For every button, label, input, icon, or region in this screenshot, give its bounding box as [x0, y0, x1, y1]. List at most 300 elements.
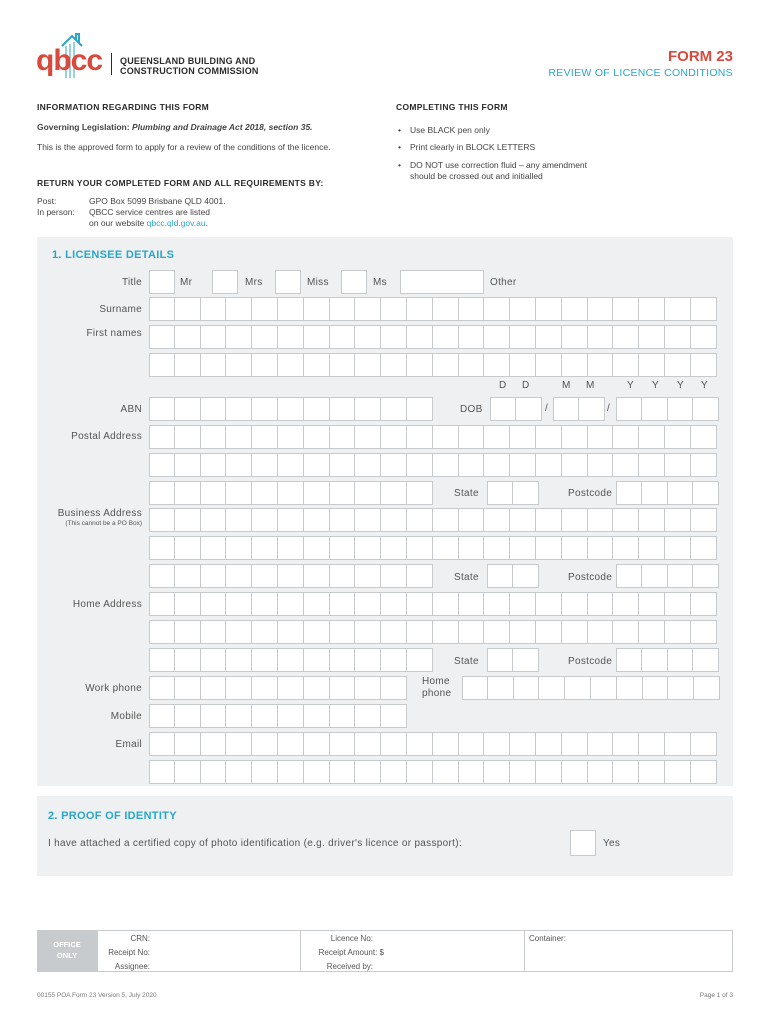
- character-cell[interactable]: [278, 620, 304, 644]
- postal-postcode-field[interactable]: [616, 481, 719, 505]
- character-cell[interactable]: [381, 325, 407, 349]
- character-cell[interactable]: [304, 508, 330, 532]
- character-cell[interactable]: [149, 397, 175, 421]
- character-cell[interactable]: [407, 536, 433, 560]
- character-cell[interactable]: [175, 592, 201, 616]
- character-cell[interactable]: [639, 620, 665, 644]
- character-cell[interactable]: [407, 648, 433, 672]
- character-cell[interactable]: [510, 325, 536, 349]
- character-cell[interactable]: [330, 481, 356, 505]
- character-cell[interactable]: [381, 425, 407, 449]
- character-cell[interactable]: [433, 453, 459, 477]
- character-cell[interactable]: [639, 536, 665, 560]
- character-cell[interactable]: [616, 397, 642, 421]
- character-cell[interactable]: [536, 508, 562, 532]
- character-cell[interactable]: [665, 760, 691, 784]
- character-cell[interactable]: [278, 760, 304, 784]
- character-cell[interactable]: [665, 453, 691, 477]
- character-cell[interactable]: [149, 508, 175, 532]
- postal-state-field[interactable]: [487, 481, 539, 505]
- character-cell[interactable]: [304, 325, 330, 349]
- character-cell[interactable]: [588, 592, 614, 616]
- character-cell[interactable]: [484, 325, 510, 349]
- character-cell[interactable]: [355, 564, 381, 588]
- first-names-field[interactable]: [149, 325, 717, 349]
- character-cell[interactable]: [459, 760, 485, 784]
- character-cell[interactable]: [330, 648, 356, 672]
- character-cell[interactable]: [407, 397, 433, 421]
- character-cell[interactable]: [510, 353, 536, 377]
- character-cell[interactable]: [433, 508, 459, 532]
- character-cell[interactable]: [252, 564, 278, 588]
- character-cell[interactable]: [639, 297, 665, 321]
- website-link[interactable]: qbcc.qld.gov.au: [146, 218, 206, 228]
- character-cell[interactable]: [252, 325, 278, 349]
- character-cell[interactable]: [252, 508, 278, 532]
- character-cell[interactable]: [613, 508, 639, 532]
- character-cell[interactable]: [201, 704, 227, 728]
- character-cell[interactable]: [588, 508, 614, 532]
- character-cell[interactable]: [407, 481, 433, 505]
- character-cell[interactable]: [175, 620, 201, 644]
- character-cell[interactable]: [484, 732, 510, 756]
- character-cell[interactable]: [226, 676, 252, 700]
- title-other-field[interactable]: [400, 270, 484, 294]
- business-address-field[interactable]: [149, 508, 717, 532]
- character-cell[interactable]: [665, 536, 691, 560]
- home-postcode-field[interactable]: [616, 648, 719, 672]
- character-cell[interactable]: [226, 481, 252, 505]
- character-cell[interactable]: [536, 325, 562, 349]
- character-cell[interactable]: [691, 425, 717, 449]
- character-cell[interactable]: [562, 353, 588, 377]
- character-cell[interactable]: [278, 508, 304, 532]
- character-cell[interactable]: [616, 481, 642, 505]
- email-field[interactable]: [149, 732, 717, 756]
- character-cell[interactable]: [588, 297, 614, 321]
- character-cell[interactable]: [510, 453, 536, 477]
- character-cell[interactable]: [355, 732, 381, 756]
- postal-address-field-line2[interactable]: [149, 453, 717, 477]
- character-cell[interactable]: [304, 397, 330, 421]
- character-cell[interactable]: [642, 481, 668, 505]
- character-cell[interactable]: [149, 353, 175, 377]
- character-cell[interactable]: [252, 353, 278, 377]
- character-cell[interactable]: [175, 325, 201, 349]
- character-cell[interactable]: [691, 592, 717, 616]
- character-cell[interactable]: [665, 353, 691, 377]
- character-cell[interactable]: [175, 297, 201, 321]
- character-cell[interactable]: [175, 648, 201, 672]
- character-cell[interactable]: [459, 508, 485, 532]
- character-cell[interactable]: [304, 564, 330, 588]
- character-cell[interactable]: [381, 536, 407, 560]
- character-cell[interactable]: [588, 760, 614, 784]
- character-cell[interactable]: [484, 453, 510, 477]
- character-cell[interactable]: [616, 648, 642, 672]
- character-cell[interactable]: [381, 481, 407, 505]
- character-cell[interactable]: [487, 648, 513, 672]
- character-cell[interactable]: [149, 760, 175, 784]
- character-cell[interactable]: [304, 353, 330, 377]
- character-cell[interactable]: [226, 536, 252, 560]
- character-cell[interactable]: [488, 676, 514, 700]
- character-cell[interactable]: [278, 592, 304, 616]
- postal-address-field[interactable]: [149, 425, 717, 449]
- character-cell[interactable]: [355, 676, 381, 700]
- character-cell[interactable]: [226, 508, 252, 532]
- character-cell[interactable]: [355, 620, 381, 644]
- character-cell[interactable]: [226, 425, 252, 449]
- character-cell[interactable]: [381, 648, 407, 672]
- identity-yes-checkbox[interactable]: [570, 830, 596, 856]
- character-cell[interactable]: [355, 481, 381, 505]
- character-cell[interactable]: [484, 620, 510, 644]
- character-cell[interactable]: [642, 648, 668, 672]
- postal-address-field-line3[interactable]: [149, 481, 433, 505]
- character-cell[interactable]: [175, 704, 201, 728]
- character-cell[interactable]: [536, 425, 562, 449]
- character-cell[interactable]: [381, 732, 407, 756]
- home-address-field[interactable]: [149, 592, 717, 616]
- character-cell[interactable]: [693, 397, 719, 421]
- character-cell[interactable]: [175, 732, 201, 756]
- character-cell[interactable]: [278, 481, 304, 505]
- character-cell[interactable]: [201, 481, 227, 505]
- character-cell[interactable]: [639, 425, 665, 449]
- character-cell[interactable]: [691, 732, 717, 756]
- character-cell[interactable]: [252, 397, 278, 421]
- character-cell[interactable]: [588, 453, 614, 477]
- character-cell[interactable]: [304, 620, 330, 644]
- character-cell[interactable]: [459, 325, 485, 349]
- character-cell[interactable]: [407, 425, 433, 449]
- character-cell[interactable]: [639, 325, 665, 349]
- character-cell[interactable]: [513, 564, 539, 588]
- character-cell[interactable]: [613, 760, 639, 784]
- character-cell[interactable]: [252, 297, 278, 321]
- character-cell[interactable]: [562, 325, 588, 349]
- character-cell[interactable]: [330, 325, 356, 349]
- character-cell[interactable]: [381, 353, 407, 377]
- home-address-field-line3[interactable]: [149, 648, 433, 672]
- character-cell[interactable]: [252, 620, 278, 644]
- character-cell[interactable]: [201, 648, 227, 672]
- surname-field[interactable]: [149, 297, 717, 321]
- character-cell[interactable]: [201, 425, 227, 449]
- character-cell[interactable]: [588, 536, 614, 560]
- character-cell[interactable]: [642, 397, 668, 421]
- character-cell[interactable]: [175, 481, 201, 505]
- character-cell[interactable]: [433, 325, 459, 349]
- character-cell[interactable]: [691, 760, 717, 784]
- character-cell[interactable]: [278, 453, 304, 477]
- character-cell[interactable]: [579, 397, 605, 421]
- character-cell[interactable]: [536, 536, 562, 560]
- character-cell[interactable]: [149, 425, 175, 449]
- character-cell[interactable]: [588, 325, 614, 349]
- character-cell[interactable]: [536, 732, 562, 756]
- character-cell[interactable]: [562, 508, 588, 532]
- character-cell[interactable]: [252, 536, 278, 560]
- character-cell[interactable]: [381, 704, 407, 728]
- first-names-field-line2[interactable]: [149, 353, 717, 377]
- dob-day-field[interactable]: [490, 397, 542, 421]
- character-cell[interactable]: [643, 676, 669, 700]
- character-cell[interactable]: [201, 620, 227, 644]
- character-cell[interactable]: [304, 453, 330, 477]
- character-cell[interactable]: [226, 564, 252, 588]
- character-cell[interactable]: [304, 592, 330, 616]
- character-cell[interactable]: [355, 536, 381, 560]
- character-cell[interactable]: [588, 353, 614, 377]
- character-cell[interactable]: [516, 397, 542, 421]
- character-cell[interactable]: [252, 704, 278, 728]
- character-cell[interactable]: [330, 508, 356, 532]
- character-cell[interactable]: [226, 297, 252, 321]
- character-cell[interactable]: [149, 481, 175, 505]
- character-cell[interactable]: [668, 481, 694, 505]
- character-cell[interactable]: [536, 453, 562, 477]
- character-cell[interactable]: [487, 481, 513, 505]
- character-cell[interactable]: [665, 732, 691, 756]
- character-cell[interactable]: [639, 732, 665, 756]
- dob-month-field[interactable]: [553, 397, 605, 421]
- character-cell[interactable]: [617, 676, 643, 700]
- character-cell[interactable]: [691, 297, 717, 321]
- character-cell[interactable]: [355, 592, 381, 616]
- character-cell[interactable]: [149, 592, 175, 616]
- character-cell[interactable]: [459, 353, 485, 377]
- home-address-field-line2[interactable]: [149, 620, 717, 644]
- character-cell[interactable]: [201, 536, 227, 560]
- character-cell[interactable]: [381, 397, 407, 421]
- character-cell[interactable]: [642, 564, 668, 588]
- character-cell[interactable]: [613, 297, 639, 321]
- character-cell[interactable]: [691, 536, 717, 560]
- character-cell[interactable]: [565, 676, 591, 700]
- character-cell[interactable]: [226, 732, 252, 756]
- character-cell[interactable]: [562, 453, 588, 477]
- character-cell[interactable]: [226, 760, 252, 784]
- character-cell[interactable]: [201, 297, 227, 321]
- character-cell[interactable]: [616, 564, 642, 588]
- character-cell[interactable]: [175, 397, 201, 421]
- character-cell[interactable]: [510, 592, 536, 616]
- character-cell[interactable]: [407, 325, 433, 349]
- character-cell[interactable]: [691, 353, 717, 377]
- character-cell[interactable]: [355, 508, 381, 532]
- character-cell[interactable]: [693, 648, 719, 672]
- character-cell[interactable]: [539, 676, 565, 700]
- character-cell[interactable]: [433, 620, 459, 644]
- character-cell[interactable]: [330, 564, 356, 588]
- character-cell[interactable]: [553, 397, 579, 421]
- character-cell[interactable]: [355, 453, 381, 477]
- character-cell[interactable]: [304, 732, 330, 756]
- character-cell[interactable]: [510, 508, 536, 532]
- character-cell[interactable]: [510, 620, 536, 644]
- character-cell[interactable]: [149, 732, 175, 756]
- business-address-field-line2[interactable]: [149, 536, 717, 560]
- character-cell[interactable]: [278, 325, 304, 349]
- character-cell[interactable]: [407, 620, 433, 644]
- character-cell[interactable]: [694, 676, 720, 700]
- character-cell[interactable]: [691, 508, 717, 532]
- character-cell[interactable]: [510, 425, 536, 449]
- character-cell[interactable]: [226, 325, 252, 349]
- character-cell[interactable]: [459, 297, 485, 321]
- character-cell[interactable]: [355, 760, 381, 784]
- character-cell[interactable]: [330, 536, 356, 560]
- character-cell[interactable]: [513, 648, 539, 672]
- character-cell[interactable]: [562, 592, 588, 616]
- character-cell[interactable]: [459, 732, 485, 756]
- character-cell[interactable]: [484, 760, 510, 784]
- character-cell[interactable]: [513, 481, 539, 505]
- character-cell[interactable]: [304, 760, 330, 784]
- character-cell[interactable]: [175, 760, 201, 784]
- character-cell[interactable]: [278, 397, 304, 421]
- character-cell[interactable]: [613, 425, 639, 449]
- character-cell[interactable]: [381, 297, 407, 321]
- character-cell[interactable]: [226, 592, 252, 616]
- character-cell[interactable]: [613, 620, 639, 644]
- character-cell[interactable]: [278, 425, 304, 449]
- character-cell[interactable]: [175, 353, 201, 377]
- character-cell[interactable]: [381, 508, 407, 532]
- character-cell[interactable]: [487, 564, 513, 588]
- character-cell[interactable]: [588, 620, 614, 644]
- character-cell[interactable]: [536, 760, 562, 784]
- character-cell[interactable]: [149, 704, 175, 728]
- character-cell[interactable]: [355, 353, 381, 377]
- character-cell[interactable]: [355, 397, 381, 421]
- character-cell[interactable]: [407, 732, 433, 756]
- character-cell[interactable]: [330, 760, 356, 784]
- character-cell[interactable]: [304, 676, 330, 700]
- character-cell[interactable]: [639, 760, 665, 784]
- character-cell[interactable]: [304, 536, 330, 560]
- character-cell[interactable]: [459, 425, 485, 449]
- character-cell[interactable]: [330, 732, 356, 756]
- character-cell[interactable]: [278, 648, 304, 672]
- character-cell[interactable]: [330, 592, 356, 616]
- character-cell[interactable]: [536, 620, 562, 644]
- title-mrs-checkbox[interactable]: [212, 270, 238, 294]
- character-cell[interactable]: [355, 297, 381, 321]
- character-cell[interactable]: [407, 564, 433, 588]
- character-cell[interactable]: [201, 760, 227, 784]
- character-cell[interactable]: [278, 353, 304, 377]
- character-cell[interactable]: [433, 425, 459, 449]
- character-cell[interactable]: [459, 620, 485, 644]
- character-cell[interactable]: [252, 481, 278, 505]
- character-cell[interactable]: [201, 325, 227, 349]
- character-cell[interactable]: [510, 732, 536, 756]
- character-cell[interactable]: [304, 704, 330, 728]
- character-cell[interactable]: [355, 648, 381, 672]
- character-cell[interactable]: [149, 564, 175, 588]
- character-cell[interactable]: [355, 325, 381, 349]
- character-cell[interactable]: [668, 397, 694, 421]
- character-cell[interactable]: [639, 508, 665, 532]
- character-cell[interactable]: [201, 732, 227, 756]
- character-cell[interactable]: [490, 397, 516, 421]
- character-cell[interactable]: [613, 732, 639, 756]
- title-mr-checkbox[interactable]: [149, 270, 175, 294]
- character-cell[interactable]: [381, 453, 407, 477]
- character-cell[interactable]: [381, 620, 407, 644]
- character-cell[interactable]: [201, 564, 227, 588]
- character-cell[interactable]: [665, 620, 691, 644]
- character-cell[interactable]: [149, 620, 175, 644]
- character-cell[interactable]: [330, 676, 356, 700]
- home-state-field[interactable]: [487, 648, 539, 672]
- character-cell[interactable]: [562, 425, 588, 449]
- character-cell[interactable]: [330, 397, 356, 421]
- character-cell[interactable]: [226, 704, 252, 728]
- character-cell[interactable]: [355, 704, 381, 728]
- character-cell[interactable]: [562, 297, 588, 321]
- character-cell[interactable]: [484, 592, 510, 616]
- character-cell[interactable]: [562, 620, 588, 644]
- character-cell[interactable]: [484, 508, 510, 532]
- work-phone-field[interactable]: [149, 676, 407, 700]
- character-cell[interactable]: [407, 297, 433, 321]
- character-cell[interactable]: [175, 425, 201, 449]
- character-cell[interactable]: [484, 297, 510, 321]
- character-cell[interactable]: [668, 564, 694, 588]
- character-cell[interactable]: [536, 353, 562, 377]
- character-cell[interactable]: [459, 592, 485, 616]
- business-address-field-line3[interactable]: [149, 564, 433, 588]
- character-cell[interactable]: [562, 536, 588, 560]
- character-cell[interactable]: [149, 325, 175, 349]
- character-cell[interactable]: [252, 425, 278, 449]
- character-cell[interactable]: [330, 297, 356, 321]
- email-field-line2[interactable]: [149, 760, 717, 784]
- character-cell[interactable]: [591, 676, 617, 700]
- character-cell[interactable]: [433, 732, 459, 756]
- character-cell[interactable]: [381, 760, 407, 784]
- character-cell[interactable]: [201, 453, 227, 477]
- character-cell[interactable]: [668, 648, 694, 672]
- character-cell[interactable]: [330, 353, 356, 377]
- character-cell[interactable]: [149, 297, 175, 321]
- character-cell[interactable]: [588, 425, 614, 449]
- character-cell[interactable]: [691, 620, 717, 644]
- character-cell[interactable]: [407, 453, 433, 477]
- character-cell[interactable]: [304, 648, 330, 672]
- character-cell[interactable]: [613, 592, 639, 616]
- character-cell[interactable]: [613, 353, 639, 377]
- character-cell[interactable]: [562, 732, 588, 756]
- character-cell[interactable]: [407, 760, 433, 784]
- character-cell[interactable]: [201, 676, 227, 700]
- character-cell[interactable]: [304, 425, 330, 449]
- title-miss-checkbox[interactable]: [275, 270, 301, 294]
- character-cell[interactable]: [278, 297, 304, 321]
- character-cell[interactable]: [330, 453, 356, 477]
- character-cell[interactable]: [381, 564, 407, 588]
- character-cell[interactable]: [252, 648, 278, 672]
- character-cell[interactable]: [514, 676, 540, 700]
- character-cell[interactable]: [330, 620, 356, 644]
- character-cell[interactable]: [639, 353, 665, 377]
- character-cell[interactable]: [588, 732, 614, 756]
- character-cell[interactable]: [433, 536, 459, 560]
